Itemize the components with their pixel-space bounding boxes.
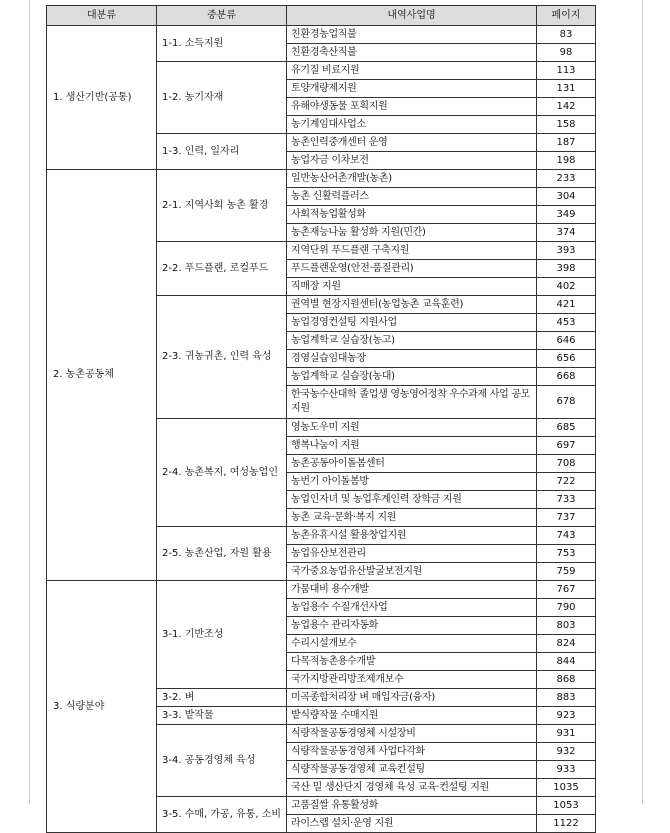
project-name-cell: 미곡종합처리장 벼 매입자금(융자) — [287, 689, 537, 707]
page-number-cell: 421 — [537, 296, 596, 314]
major-category-cell: 2. 농촌공동체 — [47, 170, 157, 581]
project-name-cell: 영농도우미 지원 — [287, 419, 537, 437]
page-number-cell: 393 — [537, 242, 596, 260]
project-name-cell: 고품질쌀 유통활성화 — [287, 797, 537, 815]
page-number-cell: 374 — [537, 224, 596, 242]
major-category-cell: 3. 식량분야 — [47, 581, 157, 833]
page-number-cell: 803 — [537, 617, 596, 635]
page-number-cell: 131 — [537, 80, 596, 98]
header-major-category: 대분류 — [47, 6, 157, 26]
project-name-cell: 밭식량작물 수매지원 — [287, 707, 537, 725]
page-number-cell: 753 — [537, 545, 596, 563]
project-name-cell: 농업용수 관리자동화 — [287, 617, 537, 635]
page-number-cell: 722 — [537, 473, 596, 491]
page-number-cell: 113 — [537, 62, 596, 80]
page-number-cell: 767 — [537, 581, 596, 599]
mid-category-cell: 2-1. 지역사회 농촌 활경 — [157, 170, 287, 242]
project-name-cell: 라이스랩 설치·운영 지원 — [287, 815, 537, 833]
page-number-cell: 883 — [537, 689, 596, 707]
page-number-cell: 824 — [537, 635, 596, 653]
page-number-cell: 349 — [537, 206, 596, 224]
page-number-cell: 1122 — [537, 815, 596, 833]
page-number-cell: 923 — [537, 707, 596, 725]
project-name-cell: 한국농수산대학 졸업생 영농영어정착 우수과제 사업 공모지원 — [287, 386, 537, 419]
project-index-table — [46, 5, 596, 833]
project-name-cell: 권역별 현장지원센터(농업농촌 교육훈련) — [287, 296, 537, 314]
project-name-cell: 지역단위 푸드플랜 구축지원 — [287, 242, 537, 260]
project-name-cell: 농업계학교 실습장(농고) — [287, 332, 537, 350]
mid-category-cell: 3-4. 공동경영체 육성 — [157, 725, 287, 797]
mid-category-cell: 2-3. 귀농귀촌, 인력 육성 — [157, 296, 287, 419]
mid-category-cell: 3-5. 수매, 가공, 유통, 소비 — [157, 797, 287, 833]
mid-category-cell: 2-5. 농촌산업, 자원 활용 — [157, 527, 287, 581]
project-name-cell: 농촌유휴시설 활용창업지원 — [287, 527, 537, 545]
header-mid-category: 중분류 — [157, 6, 287, 26]
page-number-cell: 868 — [537, 671, 596, 689]
page-number-cell: 187 — [537, 134, 596, 152]
page-number-cell: 844 — [537, 653, 596, 671]
mid-category-cell: 1-1. 소득지원 — [157, 26, 287, 62]
project-name-cell: 일반농산어촌개발(농촌) — [287, 170, 537, 188]
table-header-row — [47, 6, 596, 26]
page-number-cell: 743 — [537, 527, 596, 545]
project-name-cell: 토양개량제지원 — [287, 80, 537, 98]
page-number-cell: 646 — [537, 332, 596, 350]
mid-category-cell: 3-3. 밭작물 — [157, 707, 287, 725]
page-number-cell: 737 — [537, 509, 596, 527]
page-number-cell: 198 — [537, 152, 596, 170]
page-number-cell: 1053 — [537, 797, 596, 815]
project-name-cell: 다목적농촌용수개발 — [287, 653, 537, 671]
project-name-cell: 직매장 지원 — [287, 278, 537, 296]
major-category-cell: 1. 생산기반(공통) — [47, 26, 157, 170]
page-number-cell: 685 — [537, 419, 596, 437]
page-number-cell: 98 — [537, 44, 596, 62]
page-number-cell: 733 — [537, 491, 596, 509]
mid-category-cell: 1-2. 농기자재 — [157, 62, 287, 134]
page-number-cell: 158 — [537, 116, 596, 134]
project-name-cell: 농업경영컨설팅 지원사업 — [287, 314, 537, 332]
project-name-cell: 농촌재능나눔 활성화 지원(민간) — [287, 224, 537, 242]
page-number-cell: 933 — [537, 761, 596, 779]
page-number-cell: 304 — [537, 188, 596, 206]
page-number-cell: 932 — [537, 743, 596, 761]
project-name-cell: 농업유산보전관리 — [287, 545, 537, 563]
project-name-cell: 푸드플랜운영(안전·품질관리) — [287, 260, 537, 278]
mid-category-cell: 3-1. 기반조성 — [157, 581, 287, 689]
project-name-cell: 농업인자녀 및 농업후계인력 장학금 지원 — [287, 491, 537, 509]
page-number-cell: 1035 — [537, 779, 596, 797]
table-row — [47, 26, 596, 44]
page-number-cell: 453 — [537, 314, 596, 332]
mid-category-cell: 2-2. 푸드플랜, 로컬푸드 — [157, 242, 287, 296]
mid-category-cell: 3-2. 벼 — [157, 689, 287, 707]
project-name-cell: 농촌공동아이돌봄센터 — [287, 455, 537, 473]
table-row — [47, 581, 596, 599]
header-page: 페이지 — [537, 6, 596, 26]
project-name-cell: 사회적농업활성화 — [287, 206, 537, 224]
page-number-cell: 142 — [537, 98, 596, 116]
mid-category-cell: 2-4. 농촌복지, 여성농업인 — [157, 419, 287, 527]
project-name-cell: 유해야생동물 포획지원 — [287, 98, 537, 116]
header-project-name: 내역사업명 — [287, 6, 537, 26]
project-name-cell: 친환경농업직불 — [287, 26, 537, 44]
project-name-cell: 농촌 교육·문화·복지 지원 — [287, 509, 537, 527]
page-number-cell: 697 — [537, 437, 596, 455]
project-name-cell: 식량작물공동경영체 사업다각화 — [287, 743, 537, 761]
project-name-cell: 국가중요농업유산발굴보전지원 — [287, 563, 537, 581]
project-name-cell: 경영실습임대농장 — [287, 350, 537, 368]
project-name-cell: 행복나눔이 지원 — [287, 437, 537, 455]
project-name-cell: 농업자금 이차보전 — [287, 152, 537, 170]
project-name-cell: 농촌인력중개센터 운영 — [287, 134, 537, 152]
page-number-cell: 398 — [537, 260, 596, 278]
page-number-cell: 656 — [537, 350, 596, 368]
page-number-cell: 678 — [537, 386, 596, 419]
project-name-cell: 농기계임대사업소 — [287, 116, 537, 134]
project-name-cell: 유기질 비료지원 — [287, 62, 537, 80]
project-name-cell: 농번기 아이돌봄방 — [287, 473, 537, 491]
project-name-cell: 국가지방관리방조제개보수 — [287, 671, 537, 689]
project-name-cell: 친환경축산직불 — [287, 44, 537, 62]
page-number-cell: 931 — [537, 725, 596, 743]
project-name-cell: 농업용수 수질개선사업 — [287, 599, 537, 617]
project-name-cell: 식량작물공동경영체 교육컨설팅 — [287, 761, 537, 779]
page-number-cell: 402 — [537, 278, 596, 296]
project-name-cell: 식량작물공동경영체 시설장비 — [287, 725, 537, 743]
project-name-cell: 농업계학교 실습장(농대) — [287, 368, 537, 386]
page-number-cell: 83 — [537, 26, 596, 44]
project-name-cell: 국산 밀 생산단지 경영체 육성 교육·컨설팅 지원 — [287, 779, 537, 797]
project-name-cell: 수리시설개보수 — [287, 635, 537, 653]
page-number-cell: 790 — [537, 599, 596, 617]
page-number-cell: 668 — [537, 368, 596, 386]
page-number-cell: 759 — [537, 563, 596, 581]
page-number-cell: 233 — [537, 170, 596, 188]
table-row — [47, 170, 596, 188]
page-number-cell: 708 — [537, 455, 596, 473]
mid-category-cell: 1-3. 인력, 일자리 — [157, 134, 287, 170]
project-name-cell: 가뭄대비 용수개발 — [287, 581, 537, 599]
project-name-cell: 농촌 신활력플러스 — [287, 188, 537, 206]
